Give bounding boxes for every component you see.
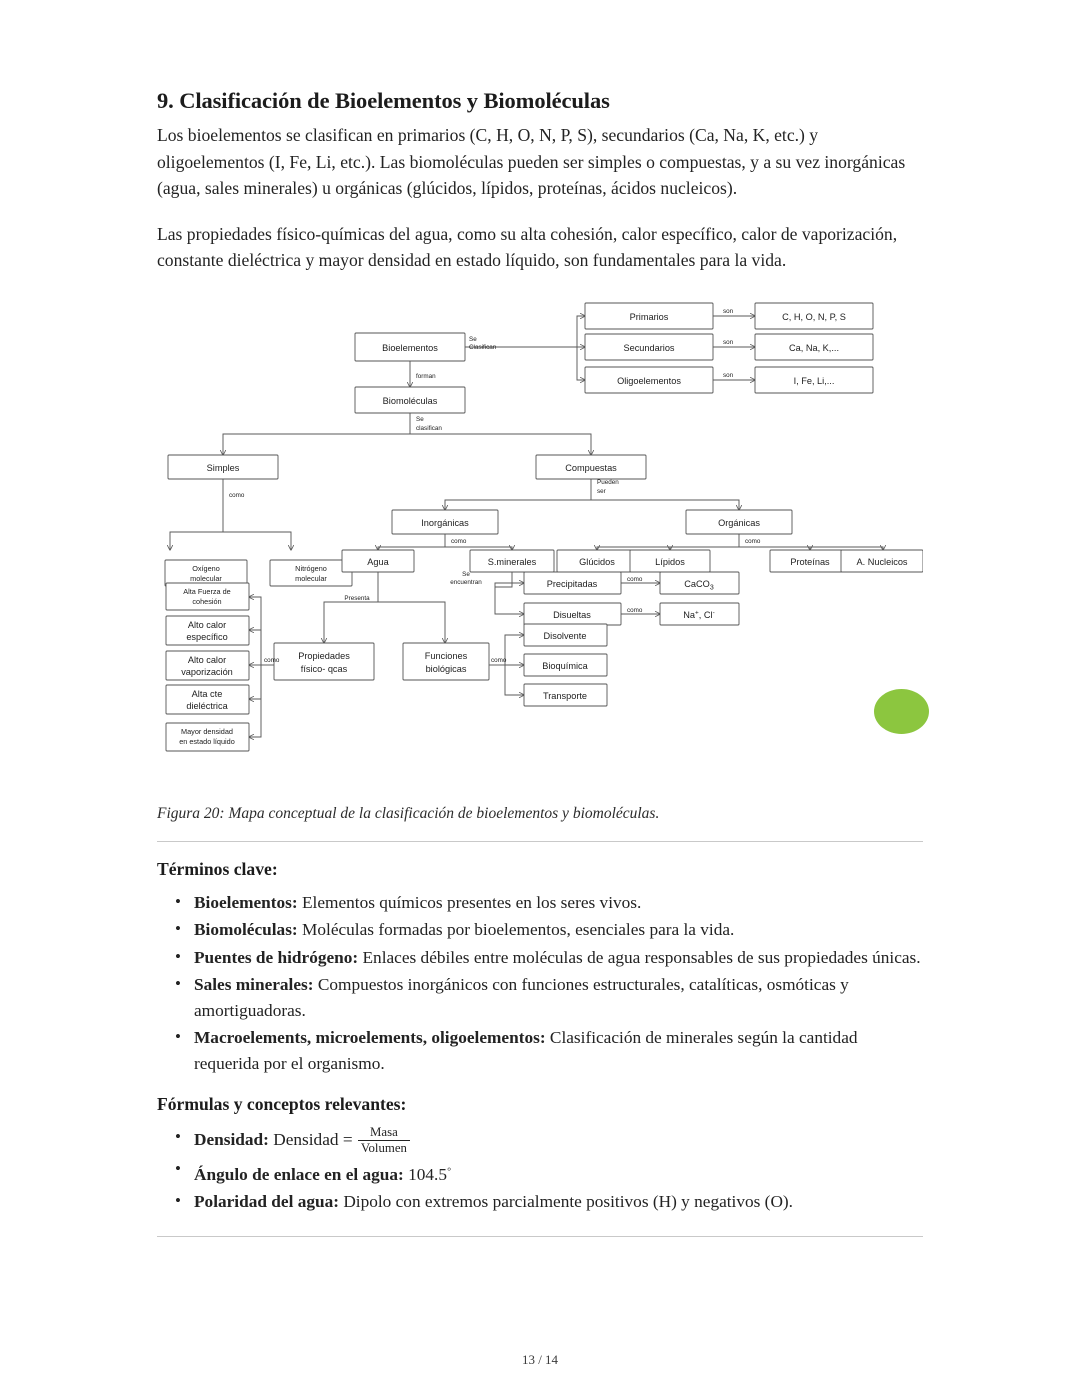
list-item [194,1157,923,1187]
node-oxigeno-line1: Oxígeno [192,563,220,573]
intro-paragraph-1: Los bioelementos se clasifican en primarios (C, H, O, N, P, S), secundarios (Ca, Na, K, etc.) y oligoelementos (I, Fe, Li, etc.). Las biomoléculas pueden ser simples o compuestas, y a su vez inorgánicas (agua, sales minerales) u orgánicas (glúcidos, lípidos, proteínas, ácidos nucleicos). [157,125,906,198]
list-item [194,1125,923,1155]
edge-label-ser: ser [597,487,606,495]
term-definition: Moléculas formadas por bioelementos, esenciales para la vida. [302,920,735,939]
document-content [157,88,923,1254]
node-disolvente-label: Disolvente [543,630,587,641]
edge-label-son-2: son [723,338,734,346]
density-denominator: Volumen [358,1140,410,1156]
node-calor-especifico-line1: Alto calor [187,619,227,630]
term-label: Bioelementos: [194,892,298,912]
node-acidos-nucleicos-label: A. Nucleicos [856,556,908,567]
node-compuestas-label: Compuestas [565,462,617,473]
density-equals: = [342,1129,353,1149]
term-definition: Elementos químicos presentes en los seres vivos. [302,892,642,912]
edge-label-como-funciones: como [491,656,507,664]
edge-label-como-organicas: como [745,537,761,545]
node-primarios-label: Primarios [629,311,669,322]
node-transporte-label: Transporte [542,690,588,701]
node-disueltas-label: Disueltas [553,609,591,620]
divider-top [157,841,923,842]
edge-label-pueden: Pueden [597,478,619,486]
node-simples-label: Simples [206,462,240,473]
node-propiedades-fisico-quimicas [274,643,374,680]
na-superscript: + [695,609,699,617]
node-bioquimica-label: Bioquímica [542,660,588,671]
caco3-subscript: 3 [709,584,714,592]
node-agua-label: Agua [367,556,389,567]
formulas-heading: Fórmulas y conceptos relevantes: [157,1094,407,1114]
formula-angle-unit: ◦ [447,1162,452,1177]
list-item [194,1189,923,1215]
figure-concept-map [157,287,923,799]
edge-label-son-1: son [723,307,734,315]
formula-angle-label: Ángulo de enlace en el agua: [194,1164,404,1184]
node-calor-especifico-line2: específico [186,631,228,642]
node-sminerales-label: S.minerales [487,556,537,567]
edge-label-son-3: son [723,371,734,379]
node-organicas-label: Orgánicas [718,517,760,528]
term-label: Sales minerales: [194,975,314,994]
node-oligoelementos-label: Oligoelementos [617,375,681,386]
node-secundarios-list-label: Ca, Na, K,... [788,342,840,353]
term-definition: Compuestos inorgánicos con funciones estructurales, catalíticas, osmóticas y amortiguadoras. [194,975,849,1020]
node-densidad-line1: Mayor densidad [181,726,233,736]
formula-angle-value: 104.5 [408,1164,447,1184]
list-item [194,972,923,1023]
caco3-main: CaCO [684,578,710,589]
node-dielectrica-line1: Alta cte [191,688,223,699]
node-proteinas-label: Proteínas [790,556,830,567]
edge-label-presenta: Presenta [344,594,370,602]
node-lipidos-label: Lípidos [655,556,685,567]
edge-label-se-clasifican-2: clasifican [416,424,442,432]
node-dielectrica-line2: dieléctrica [186,700,228,711]
node-funciones-line2: biológicas [425,663,467,674]
density-fraction [358,1125,410,1155]
key-terms-heading: Términos clave: [157,858,278,879]
intro-paragraph-2: Las propiedades físico-químicas del agua, como su alta cohesión, calor específico, calor de vaporización, constante dieléctrica y mayor densidad en estado líquido, son fundamentales para la vida. [157,223,898,270]
formula-polarity-definition: Dipolo con extremos parcialmente positivos (H) y negativos (O). [343,1192,793,1212]
node-calor-vaporizacion-line2: vaporización [181,666,233,677]
term-definition: Enlaces débiles entre moléculas de agua responsables de sus propiedades únicas. [362,947,921,967]
formula-density-expression [273,1125,411,1155]
density-numerator: Masa [370,1125,398,1139]
cl-main: , Cl [698,609,713,620]
edge-label-se-encuentran-1: Se [462,570,470,578]
node-secundarios-label: Secundarios [623,342,675,353]
edge-label-forman: forman [416,372,436,380]
density-lhs: Densidad [273,1129,339,1149]
key-terms-list [157,890,923,1077]
na-main: Na [683,609,696,620]
node-funciones-biologicas [403,643,489,680]
node-densidad-line2: en estado líquido [179,736,235,746]
list-item [194,945,923,971]
node-glucidos-label: Glúcidos [579,556,615,567]
cl-superscript: - [712,609,715,617]
decorative-green-blob [874,689,929,734]
edge-label-como-simples: como [229,491,245,499]
list-item [194,890,923,916]
edge-label-como-inorganicas: como [451,537,467,545]
node-nitrogeno-line1: Nitrógeno [295,563,327,573]
list-item [194,1025,923,1076]
formula-density-label: Densidad: [194,1129,269,1149]
node-primarios-list-label: C, H, O, N, P, S [782,311,846,322]
node-cohesion-line1: Alta Fuerza de [183,586,231,596]
term-label: Macroelements, microelements, oligoelementos: [194,1028,546,1047]
node-inorganicas-label: Inorgánicas [421,517,469,528]
node-cohesion-line2: cohesión [192,596,222,606]
edge-label-como-disueltas: como [627,606,643,614]
edge-label-se: Se [469,335,477,343]
node-biomoleculas-label: Biomoléculas [382,395,438,406]
edge-label-como-propiedades: como [264,656,280,664]
term-label: Puentes de hidrógeno: [194,947,359,967]
node-oxigeno-line2: molecular [190,573,222,583]
list-item [194,917,923,943]
formula-polarity-label: Polaridad del agua: [194,1192,339,1212]
page-title: 9. Clasificación de Bioelementos y Biomoléculas [157,88,610,113]
node-na-cl-label [683,609,714,619]
page-number: 13 / 14 [521,1352,559,1367]
node-propiedades-line2: físico- qcas [300,663,348,674]
node-precipitadas-label: Precipitadas [546,578,598,589]
node-funciones-line1: Funciones [424,650,468,661]
formulas-list [157,1125,923,1215]
figure-caption: Figura 20: Mapa conceptual de la clasificación de bioelementos y biomoléculas. [157,804,660,822]
node-propiedades-line1: Propiedades [298,650,350,661]
node-nitrogeno-line2: molecular [295,573,327,583]
concept-map-svg [157,287,923,787]
term-definition: Clasificación de minerales según la cantidad requerida por el organismo. [194,1028,858,1073]
edge-label-se-clasifican-1: Se [416,415,424,423]
term-label: Biomoléculas: [194,920,298,939]
edge-label-clasifican: Clasifican [469,343,497,351]
node-calor-vaporizacion-line1: Alto calor [187,654,227,665]
node-bioelementos-label: Bioelementos [382,342,438,353]
node-oligoelementos-list-label: I, Fe, Li,... [793,375,835,386]
divider-bottom [157,1236,923,1237]
edge-label-se-encuentran-2: encuentran [450,578,482,586]
edge-label-como-precipitadas: como [627,575,643,583]
